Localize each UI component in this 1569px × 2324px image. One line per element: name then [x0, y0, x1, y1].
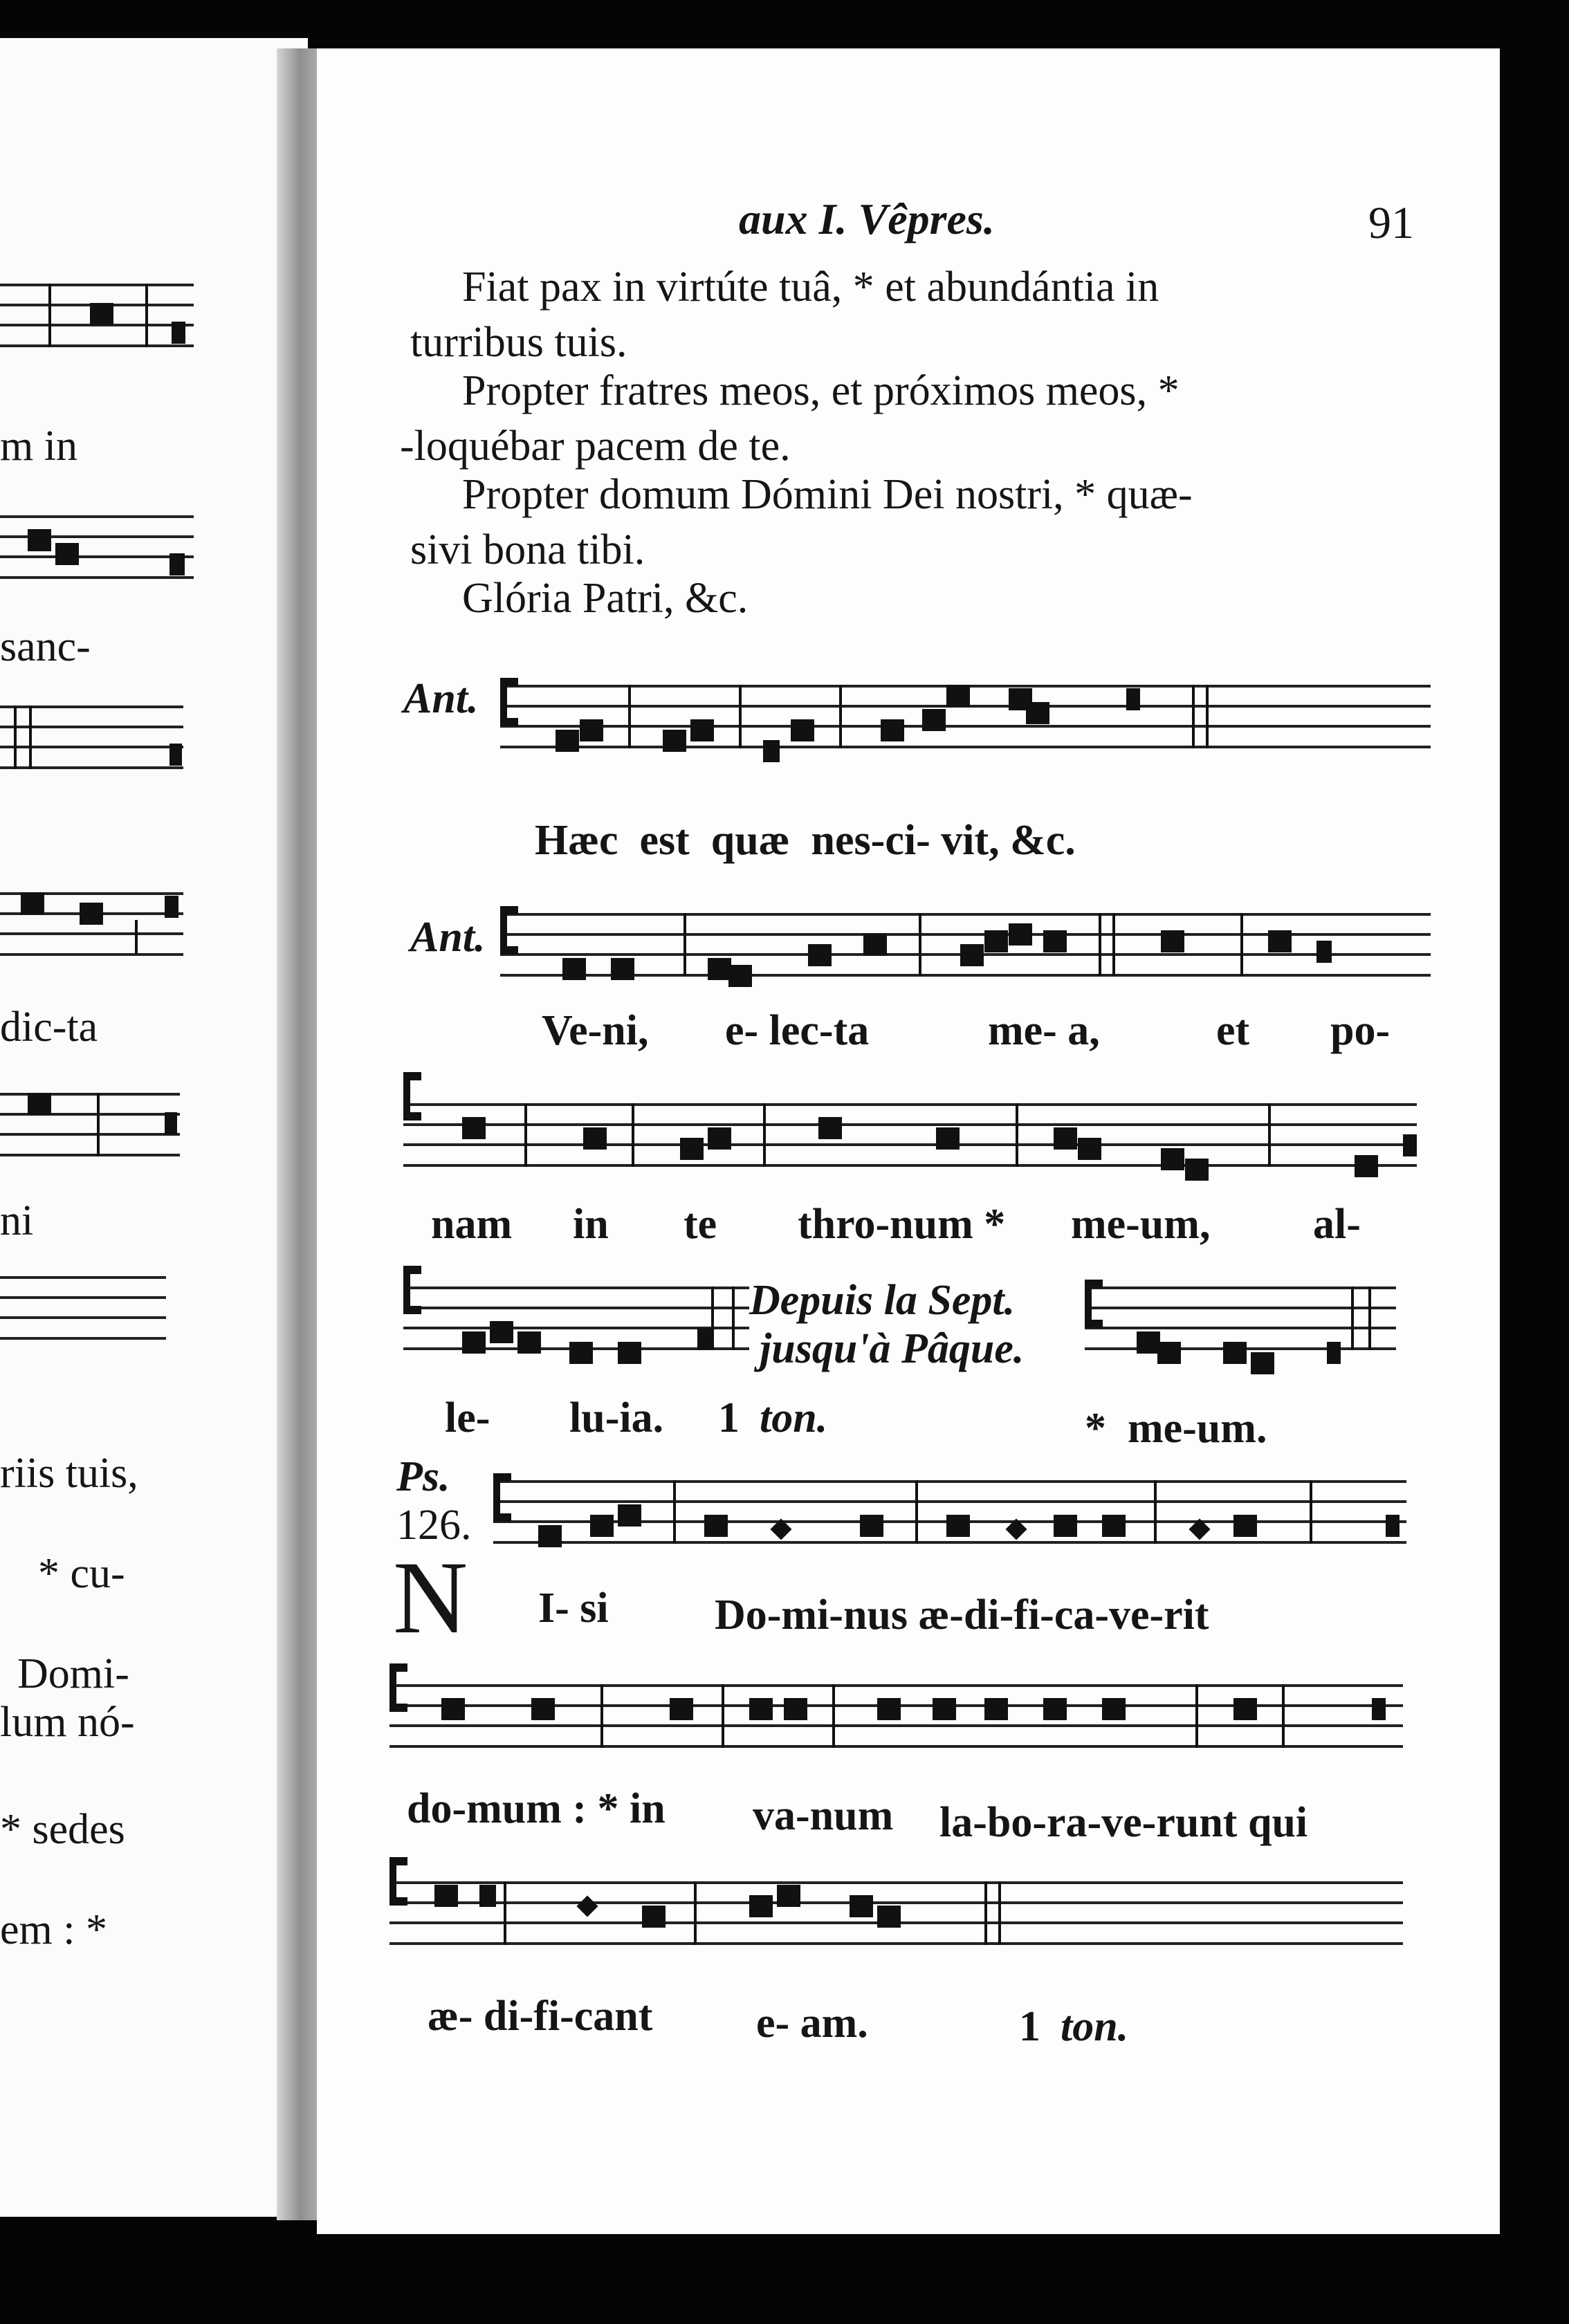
psalm-staff-3 [389, 1881, 1403, 1945]
psalm-line2-lyric-1: do-mum : * in [407, 1785, 666, 1832]
left-staff-2 [0, 515, 194, 579]
psalm-staff-1 [493, 1480, 1406, 1544]
psalm-line2-lyric-2: va-num [753, 1792, 894, 1839]
psalm-line3-lyric-3: 1 [1019, 2003, 1040, 2050]
verse-2-line-2: -loquébar pacem de te. [400, 423, 791, 470]
ant2-staff-3b [1085, 1286, 1396, 1350]
ant1-label: Ant. [403, 675, 479, 722]
ant2-lyric-5: po- [1330, 1007, 1391, 1054]
ant2-label: Ant. [410, 914, 486, 961]
rubric-line-2: jusqu'à Pâque. [760, 1325, 1025, 1372]
left-page [0, 38, 308, 2217]
ant2-end-lyric-5: * me-um. [1085, 1405, 1267, 1452]
ant2-cont-lyric-6: al- [1313, 1201, 1361, 1248]
psalm-line2-lyric-3: la-bo-ra-ve-runt qui [939, 1799, 1308, 1846]
ant2-lyric-3: me- a, [988, 1007, 1100, 1054]
ant2-cont-lyric-4: thro-num * [798, 1201, 1006, 1248]
ant2-lyric-1: Ve-ni, [542, 1007, 649, 1054]
left-staff-5 [0, 1093, 180, 1156]
verse-1-line-2: turribus tuis. [410, 319, 627, 366]
verse-3-line-2: sivi bona tibi. [410, 526, 645, 573]
ant2-end-lyric-1: le- [445, 1394, 490, 1441]
verse-2-line-1: Propter fratres meos, et próximos meos, * [462, 367, 1180, 414]
page-number: 91 [1368, 198, 1414, 248]
left-staff-4 [0, 892, 183, 956]
ant2-staff-1 [500, 913, 1431, 977]
left-fragment-7: Domi- [17, 1650, 129, 1697]
ant2-end-lyric-4: ton. [760, 1394, 828, 1441]
drop-cap-n: N [393, 1540, 468, 1655]
ant1-lyrics: Hæc est quæ nes-ci- vit, &c. [535, 817, 1076, 864]
ant2-cont-lyric-1: nam [431, 1201, 513, 1248]
psalm-lyric-1: I- si [538, 1585, 609, 1632]
psalm-line3-lyric-4: ton. [1061, 2003, 1129, 2050]
left-fragment-5: riis tuis, [0, 1450, 138, 1497]
ant2-cont-lyric-2: in [573, 1201, 609, 1248]
psalm-lyric-2: Do-mi-nus æ-di-fi-ca-ve-rit [715, 1592, 1209, 1639]
ant2-lyric-2: e- lec-ta [725, 1007, 870, 1054]
ant2-cont-lyric-3: te [683, 1201, 717, 1248]
ant2-cont-lyric-5: me-um, [1071, 1201, 1211, 1248]
ant2-staff-2 [403, 1103, 1417, 1167]
left-staff-6 [0, 1276, 166, 1340]
left-fragment-10: em : * [0, 1906, 107, 1953]
verse-1-line-1: Fiat pax in virtúte tuâ, * et abundántia in [462, 264, 1159, 311]
left-staff-3 [0, 706, 183, 769]
left-fragment-3: dic-ta [0, 1004, 98, 1051]
rubric-line-1: Depuis la Sept. [749, 1277, 1016, 1324]
ant2-end-lyric-2: lu-ia. [569, 1394, 664, 1441]
verse-3-line-1: Propter domum Dómini Dei nostri, * quæ- [462, 471, 1193, 518]
running-head: aux I. Vêpres. [739, 194, 995, 243]
page-91 [317, 48, 1500, 2234]
left-staff-1 [0, 284, 194, 347]
left-fragment-1: m in [0, 423, 77, 470]
ant1-staff [500, 685, 1431, 748]
psalm-number: 126. [396, 1502, 472, 1549]
psalm-line3-lyric-2: e- am. [756, 2000, 868, 2047]
left-fragment-4: ni [0, 1197, 34, 1244]
left-fragment-9: * sedes [0, 1806, 125, 1853]
psalm-label: Ps. [396, 1453, 450, 1500]
ant2-end-lyric-3: 1 [718, 1394, 740, 1441]
left-fragment-6: * cu- [38, 1550, 125, 1597]
ant2-staff-3a [403, 1286, 749, 1350]
left-fragment-2: sanc- [0, 623, 91, 670]
verse-4-line-1: Glória Patri, &c. [462, 575, 749, 622]
psalm-line3-lyric-1: æ- di-fi-cant [428, 1993, 653, 2040]
psalm-staff-2 [389, 1684, 1403, 1748]
ant2-lyric-4: et [1216, 1007, 1250, 1054]
left-fragment-8: lum nó- [0, 1699, 135, 1746]
